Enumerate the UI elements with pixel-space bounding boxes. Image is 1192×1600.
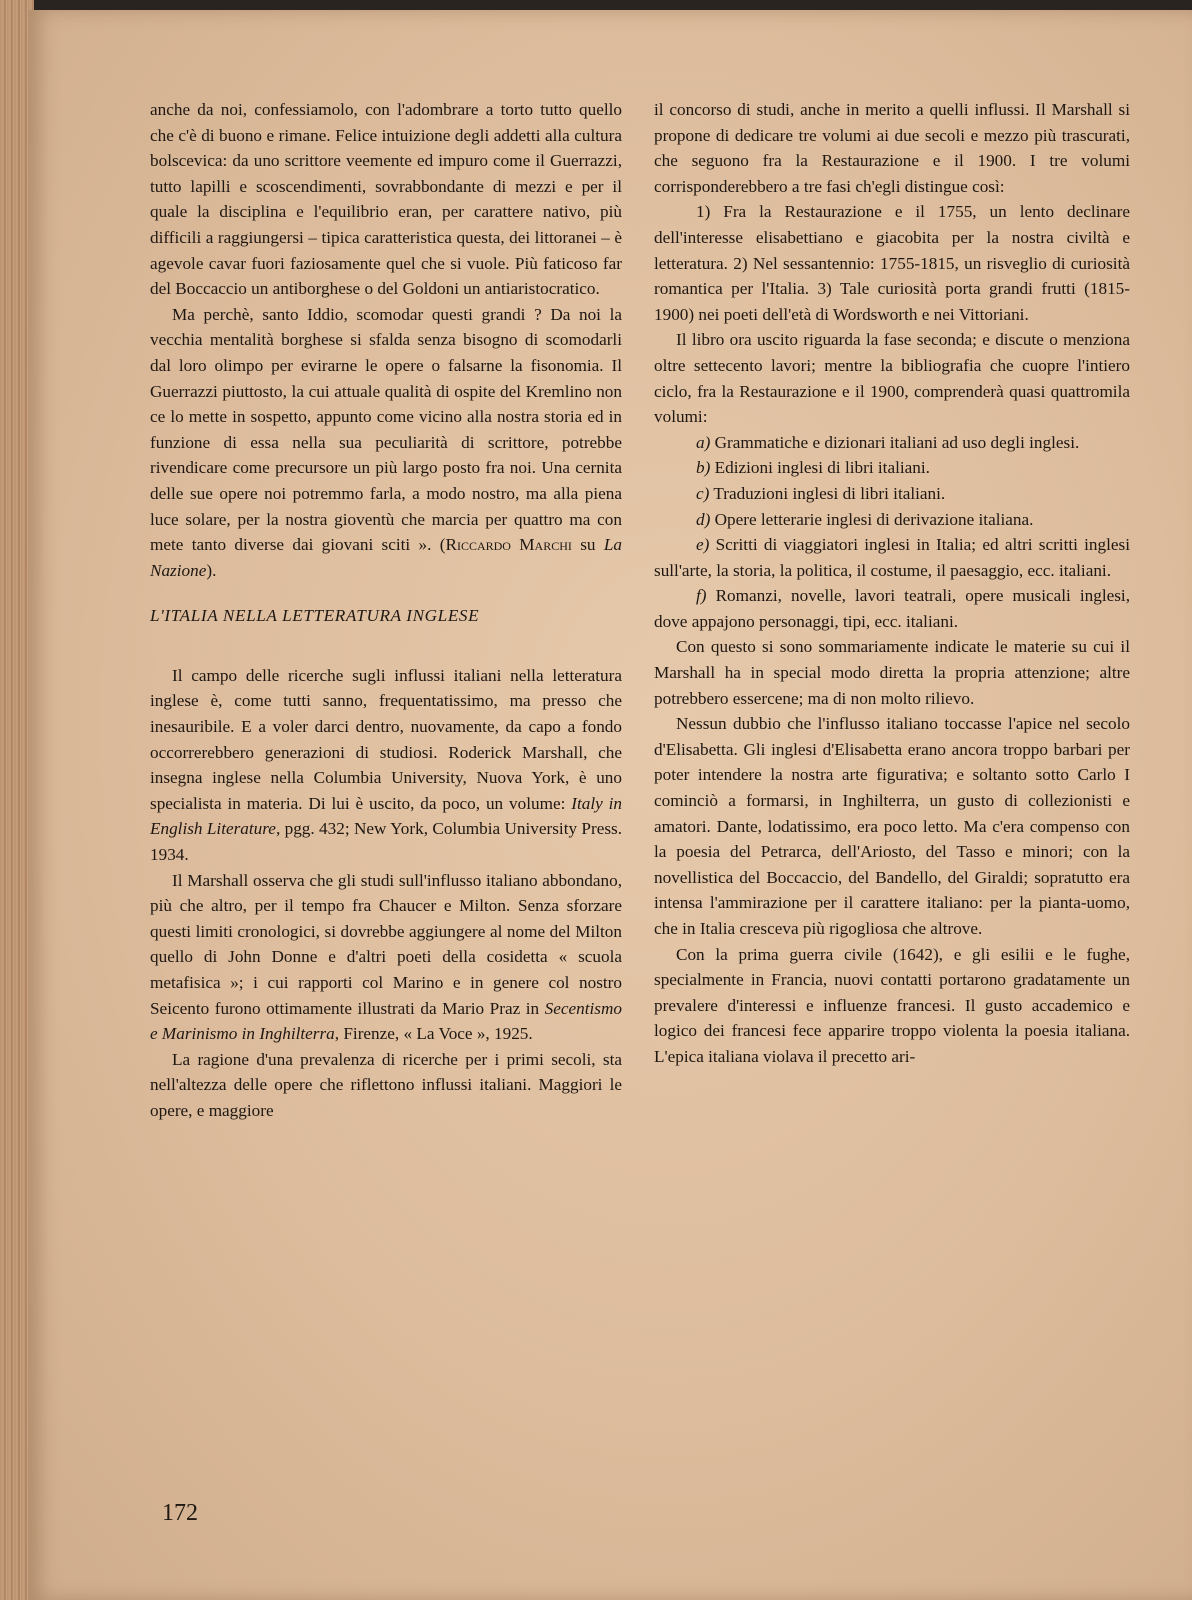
paren: ( bbox=[439, 535, 446, 555]
list-text: Grammatiche e dizionari italiani ad uso degli inglesi. bbox=[710, 432, 1080, 452]
source-title: La Nazione bbox=[150, 535, 622, 580]
list-marker: b) bbox=[696, 458, 711, 478]
paragraph bbox=[150, 302, 622, 584]
list-text: Romanzi, novelle, lavori teatrali, opere musicali inglesi, dove appajono personaggi, tipi, ecc. italiani. bbox=[654, 586, 1130, 631]
list-item bbox=[654, 455, 1130, 481]
list-item bbox=[654, 507, 1130, 533]
text: Il campo delle ricerche sugli influssi italiani nella letteratura inglese è, come tutti sanno, frequentatissimo, ma presso che inesauribile. E a voler darci dentro, nuovamente, da capo a fondo occorrerebbero generazioni di studiosi. Roderick Marshall, che insegna inglese nella Columbia University, Nuova York, è uno specialista in materia. Di lui è uscito, da poco, un volume: bbox=[150, 665, 622, 813]
list-marker: f) bbox=[696, 586, 707, 606]
paragraph: La ragione d'una prevalenza di ricerche per i primi secoli, sta nell'altezza delle opere che riflettono influssi italiani. Maggiori le opere, e maggiore bbox=[150, 1049, 622, 1120]
author-name: Riccardo Marchi bbox=[445, 535, 572, 555]
paragraph: 1) Fra la Restaurazione e il 1755, un lento declinare dell'interesse elisabettiano e giacobita per la nostra civiltà e letteratura. 2) Nel sessantennio: 1755-1815, un risveglio di curiosità romantica per l'Italia. 3) Tale curiosità porta grandi frutti (1815-1900) nei poeti dell'età di Wordsworth e nei Vittoriani. bbox=[654, 202, 1130, 324]
list-marker: c) bbox=[696, 483, 710, 503]
list-item bbox=[654, 532, 1130, 583]
paragraph: Con la prima guerra civile (1642), e gli esilii e le fughe, specialmente in Francia, nuovi contatti portarono gradatamente un prevalere d'interessi e influenze francesi. Il gusto accademico e logico dei francesi fece apparire troppo violenta la poesia italiana. L'epica italiana violava il precetto ari- bbox=[654, 944, 1130, 1066]
paragraph: anche da noi, confessiamolo, con l'adombrare a torto tutto quello che c'è di buono e rimane. Felice intuizione degli addetti alla cultura bolscevica: da uno scrittore veemente ed impuro come il Guerrazzi, tutto lapilli e scoscendimenti, sovrabbondante di mezzi e per il quale la disciplina e l'equilibrio eran, per carattere nativo, più difficili a raggiungersi – tipica caratteristica questa, dei littoranei – è agevole cavar fuori faziosamente quel che si vuole. Più faticoso far del Boccaccio un antiborghese o del Goldoni un antiaristocratico. bbox=[150, 100, 622, 299]
paragraph bbox=[150, 663, 622, 868]
left-column bbox=[150, 97, 622, 1124]
list-marker: e) bbox=[696, 535, 710, 555]
list-item bbox=[654, 430, 1130, 456]
book-title: Italy in English Literature bbox=[150, 793, 622, 839]
list-marker: a) bbox=[696, 432, 711, 452]
text: , Firenze, « La Voce », 1925. bbox=[334, 1024, 533, 1044]
list-marker: d) bbox=[696, 509, 711, 529]
page-number: 172 bbox=[162, 1500, 198, 1526]
list-text: Traduzioni inglesi di libri italiani. bbox=[709, 483, 946, 503]
paren: ). bbox=[206, 560, 217, 580]
paragraph-text: Ma perchè, santo Iddio, scomodar questi grandi ? Da noi la vecchia mentalità borghese si sfalda senza bisogno di scomodarli dal loro olimpo per evirarne le opere o falsarne la fisonomia. Il Guerrazzi piuttosto, la cui attuale qualità di ospite del Kremlino non ce lo mette in sospetto, appunto come vicino alla nostra storia ed in funzione di essa nella sua peculiarità di scrittore, potrebbe rivendicare come precursore un più largo posto fra noi. Una cernita delle sue opere noi potremmo farla, a modo nostro, ma alla piena luce solare, per la nostra gioventù che marcia per quattro ma con mete tanto diverse dai giovani sciti ». bbox=[150, 304, 622, 555]
list-item bbox=[654, 583, 1130, 634]
right-column bbox=[654, 97, 1130, 1070]
list-item bbox=[654, 481, 1130, 507]
paragraph: Il libro ora uscito riguarda la fase seconda; e discute o menziona oltre settecento lavori; mentre la bibliografia che cuopre l'intiero ciclo, fra la Restaurazione e il 1900, comprenderà quasi quattromila volumi: bbox=[654, 330, 1130, 427]
paragraph: Nessun dubbio che l'influsso italiano toccasse l'apice nel secolo d'Elisabetta. Gli inglesi d'Elisabetta erano ancora troppo barbari per poter intendere la nostra arte figurativa; e soltanto sotto Carlo I cominciò a formarsi, in Inghilterra, un gusto di collezionisti e amatori. Dante, lodatissimo, era poco letto. Ma c'era compenso con la poesia del Petrarca, dell'Ariosto, del Tasso e minori; con la novellistica del Boccaccio, del Bandello, del Giraldi; sopratutto era intensa l'ammirazione per il carattere italiano: per la pianta-uomo, che in Italia cresceva più rigogliosa che altrove. bbox=[654, 714, 1130, 938]
text: , pgg. 432; New York, Columbia University Press. 1934. bbox=[150, 819, 622, 865]
list-text: Scritti di viaggiatori inglesi in Italia; ed altri scritti inglesi sull'arte, la storia, la politica, il costume, il paesaggio, ecc. italiani. bbox=[654, 535, 1130, 580]
paragraph bbox=[150, 868, 622, 1047]
list-text: Opere letterarie inglesi di derivazione italiana. bbox=[710, 509, 1034, 529]
paragraph: il concorso di studi, anche in merito a quelli influssi. Il Marshall si propone di dedicare tre volumi ai due secoli e mezzo più trascurati, che seguono fra la Restaurazione e il 1900. I tre volumi corrisponderebbero a tre fasi ch'egli distingue così: bbox=[654, 100, 1130, 196]
section-heading: L'ITALIA NELLA LETTERATURA INGLESE bbox=[150, 606, 480, 626]
connector: su bbox=[571, 535, 604, 555]
paragraph: Con questo si sono sommariamente indicate le materie su cui il Marshall ha in special modo diretta la propria attenzione; altre potrebbero essercene; ma di non molto rilievo. bbox=[654, 637, 1130, 708]
text: Il Marshall osserva che gli studi sull'influsso italiano abbondano, più che altro, per il tempo fra Chaucer e Milton. Senza sforzare questi limiti cronologici, si dovrebbe aggiungere al nome del Milton quello di John Donne e d'altri poeti della cosidetta « scuola metafisica »; i cui rapporti col Marino e in genere col nostro Seicento furono ottimamente illustrati da Mario Praz in bbox=[150, 870, 622, 1018]
list-text: Edizioni inglesi di libri italiani. bbox=[710, 458, 930, 478]
book-title: Secentismo e Marinismo in Inghilterra bbox=[150, 998, 622, 1044]
